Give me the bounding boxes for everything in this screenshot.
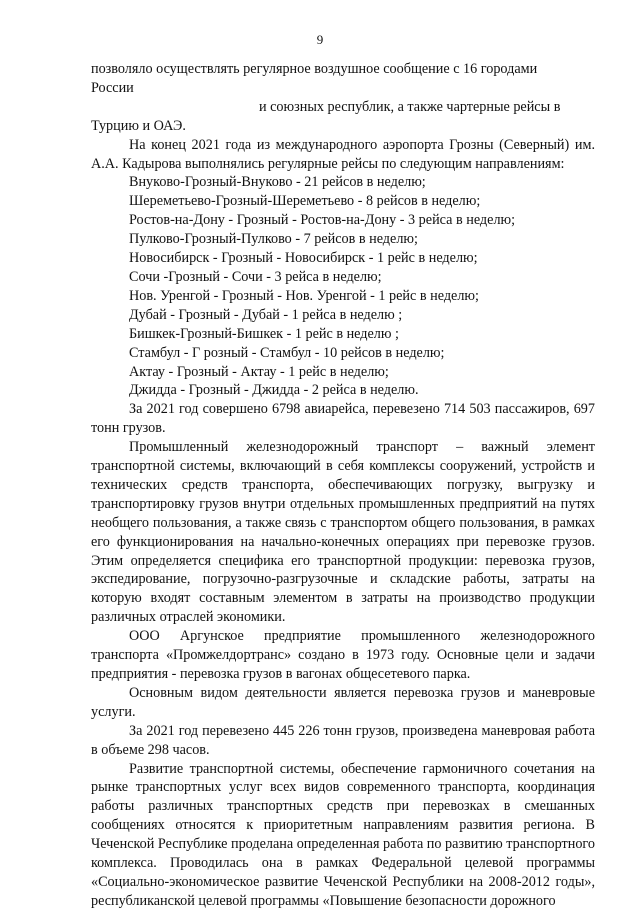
route-item: Дубай - Грозный - Дубай - 1 рейса в неделю ; [129, 306, 403, 323]
paragraph-air-service-line2 [91, 79, 595, 117]
route-item: Новосибирск - Грозный - Новосибирск - 1 рейс в неделю; [129, 250, 478, 267]
paragraph-main-activity: Основным видом деятельности является перевозка грузов и маневровые услуги. [91, 684, 595, 720]
route-item: Бишкек-Грозный-Бишкек - 1 рейс в неделю ; [129, 325, 399, 342]
route-item: Стамбул - Г розный - Стамбул - 10 рейсов в неделю; [129, 344, 445, 361]
paragraph-industrial-rail: Промышленный железнодорожный транспорт – важный элемент транспортной системы, включающий в себя комплексы сооружений, устройств и технических средств транспорта, обеспечивающих погрузку, выгрузку и транспортировку грузов внутри отдельных промышленных предприятий на путях необщего пользования, а также связь с транспортом общего пользования, в рамках его функционирования на начально-конечных операциях при перевозке грузов. Этим определяется специфика его транспортной продукции: перевозка грузов, экспедирование, погрузочно-разгрузочные и складские работы, затраты на которую входят составным элементом в затраты на производство продукции различных отраслей экономики. [91, 439, 595, 626]
paragraph-airport-routes-intro: На конец 2021 года из международного аэропорта Грозны (Северный) им. А.А. Кадырова выполнялись регулярные рейсы по следующим направлениям: [91, 136, 595, 172]
text-republics-charter: и союзных республик, а также чартерные рейсы в [259, 98, 561, 115]
paragraph-flight-statistics: За 2021 год совершено 6798 авиарейса, перевезено 714 503 пассажиров, 697 тонн грузов. [91, 401, 595, 437]
route-item: Актау - Грозный - Актау - 1 рейс в неделю; [129, 363, 389, 380]
paragraph-cargo-statistics: За 2021 год перевезено 445 226 тонн грузов, произведена маневровая работа в объеме 298 часов. [91, 722, 595, 758]
route-item: Сочи -Грозный - Сочи - 3 рейса в неделю; [129, 268, 382, 285]
route-item: Джидда - Грозный - Джидда - 2 рейса в неделю. [129, 382, 419, 399]
paragraph-transport-development: Развитие транспортной системы, обеспечение гармоничного сочетания на рынке транспортных услуг всех видов современного транспорта, координация работы различных транспортных средств при перевозках в смешанных сообщениях относятся к приоритетным направлениям развития региона. В Чеченской Республике проделана определенная работа по развитию транспортного комплекса. Проводилась она в рамках Федеральной целевой программы «Социально-экономическое развитие Чеченской Республики на 2008-2012 годы», республиканской целевой программы «Повышение безопасности дорожного [91, 760, 595, 909]
paragraph-air-service-line3: Турцию и ОАЭ. [91, 117, 186, 134]
paragraph-air-service-line1: позволяло осуществлять регулярное воздушное сообщение с 16 городами [91, 61, 538, 77]
document-body [91, 60, 595, 911]
route-item: Шереметьево-Грозный-Шереметьево - 8 рейсов в неделю; [129, 193, 481, 210]
route-item: Нов. Уренгой - Грозный - Нов. Уренгой - 1 рейс в неделю; [129, 287, 479, 304]
paragraph-promzheldortrans: ООО Аргунское предприятие промышленного железнодорожного транспорта «Промжелдортранс» создано в 1973 году. Основные цели и задачи предприятия - перевозка грузов в вагонах общесетевого парка. [91, 628, 595, 682]
route-item: Пулково-Грозный-Пулково - 7 рейсов в неделю; [129, 231, 418, 248]
route-item: Внуково-Грозный-Внуково - 21 рейсов в неделю; [129, 174, 426, 191]
page-number: 9 [316, 32, 324, 47]
text-russia: России [91, 79, 134, 96]
route-item: Ростов-на-Дону - Грозный - Ростов-на-Дону - 3 рейса в неделю; [129, 212, 516, 229]
